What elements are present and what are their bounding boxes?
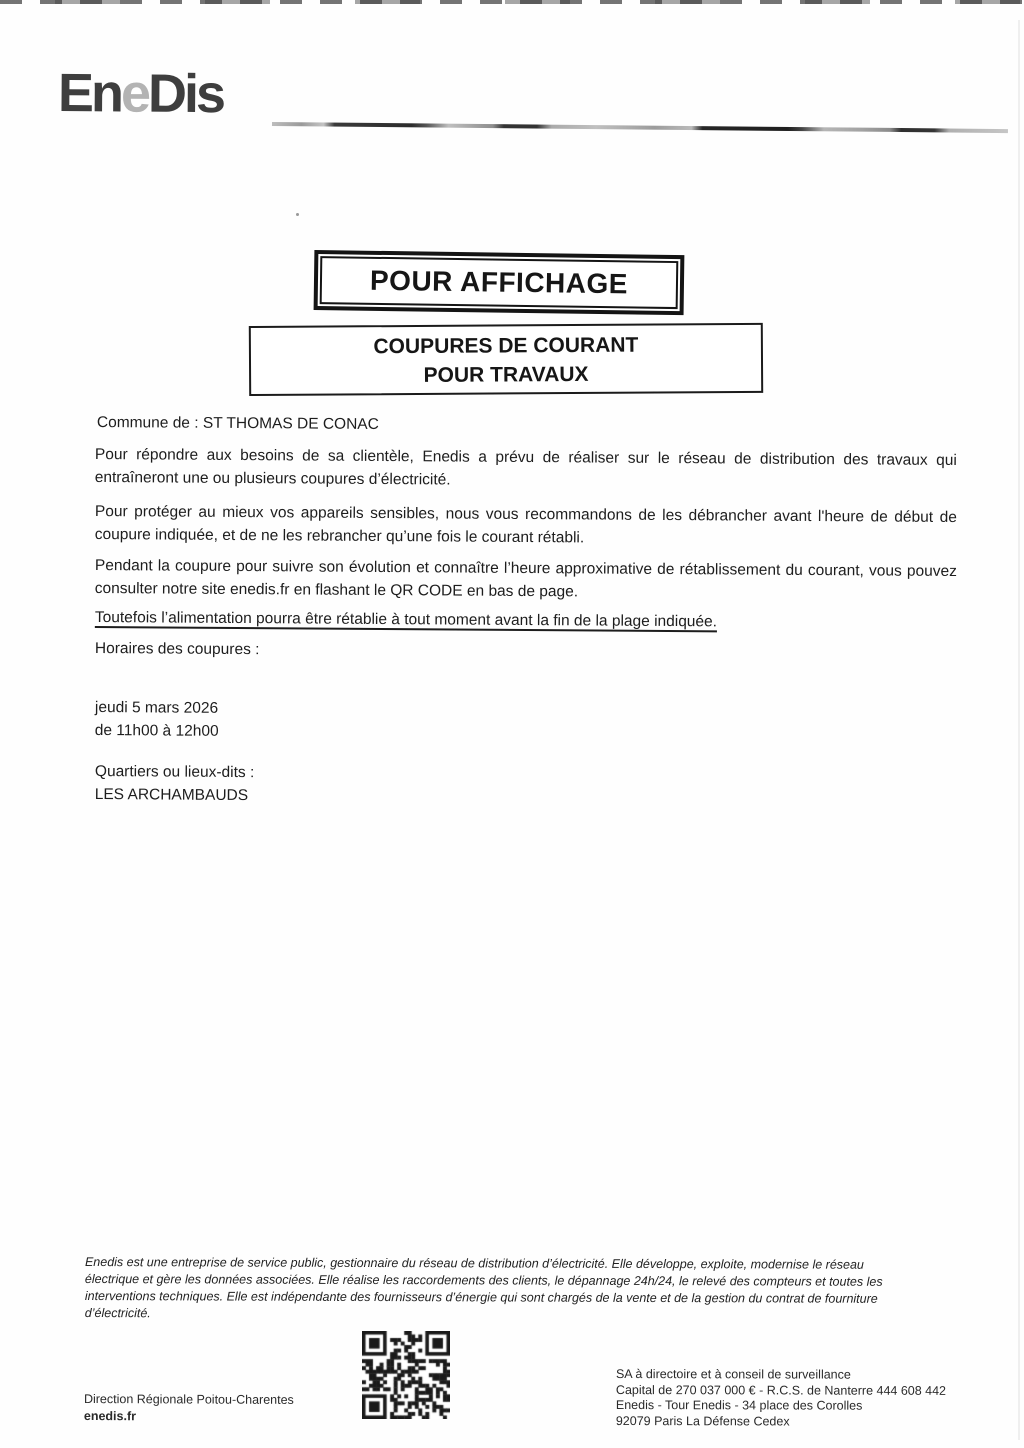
notice-line1: COUPURES DE COURANT [373,333,639,359]
quartiers-block [95,760,957,812]
banner-title: POUR AFFICHAGE [320,256,679,309]
legal-about-paragraph: Enedis est une entreprise de service public, gestionnaire du réseau de distribution d’électricité. Elle développe, exploite, modernise le réseau électrique et gère les données associées. Elle réalise les raccordements des clients, le dépannage 24h/24, le relevé des compteurs et toutes les interventions techniques. Elle est indépendante des fournisseurs d’énergie qui sont chargés de la vente et de la gestion du contrat de fourniture d’électricité. [84,1255,883,1321]
horaires-label: Horaires des coupures : [94,639,260,659]
quartiers-label: Quartiers ou lieux-dits : [94,762,255,782]
footer-left-block [84,1391,294,1426]
scan-edge-artifact-right [1018,20,1020,1440]
logo-text-part: En [57,63,122,124]
footer-right-line: SA à directoire et à conseil de surveillance [615,1367,851,1382]
scan-speck [296,213,299,216]
scan-edge-artifact [0,0,1024,4]
pour-affichage-banner [314,250,685,315]
enedis-website: enedis.fr [83,1408,137,1424]
footer-right-line: Enedis - Tour Enedis - 34 place des Corolles [615,1397,863,1413]
enedis-logo [58,62,224,125]
logo-text-part: e [120,63,149,124]
logo-text-part: Dis [147,63,224,125]
outage-time: de 11h00 à 12h00 [94,721,219,740]
paragraph-qr-info: Pendant la coupure pour suivre son évolution et connaître l’heure approximative de rétablissement du courant, vous pouvez consulter notre site enedis.fr en flashant le QR CODE en bas de page. [94,556,957,601]
footer-right-line: 92079 Paris La Défense Cedex [615,1413,790,1428]
footer-right-block [616,1367,946,1430]
paragraph-protect-devices: Pour protéger au mieux vos appareils sensibles, nous vous recommandons de les débrancher avant l'heure de début de coupure indiquée, et de ne les rebrancher qu’une fois le courant rétabli. [94,502,957,547]
footer-right-line: Capital de 270 037 000 € - R.C.S. de Nanterre 444 608 442 [615,1382,947,1398]
notice-line2: POUR TRAVAUX [423,362,589,387]
paragraph-intro: Pour répondre aux besoins de sa clientèle, Enedis a prévu de réaliser sur le réseau de distribution des travaux qui entraîneront une ou plusieurs coupures d’électricité. [94,445,957,489]
quartiers-value: LES ARCHAMBAUDS [94,785,249,805]
outage-schedule [95,696,957,748]
paragraph-restore-warning: Toutefois l’alimentation pourra être rétablie à tout moment avant la fin de la plage indiquée. [94,608,718,631]
qr-code [362,1331,450,1419]
coupures-notice-box [249,323,763,396]
outage-date: jeudi 5 mars 2026 [94,698,219,717]
commune-line: Commune de : ST THOMAS DE CONAC [96,413,379,433]
regional-direction: Direction Régionale Poitou-Charentes [83,1392,294,1407]
header-divider-line [272,122,1008,133]
